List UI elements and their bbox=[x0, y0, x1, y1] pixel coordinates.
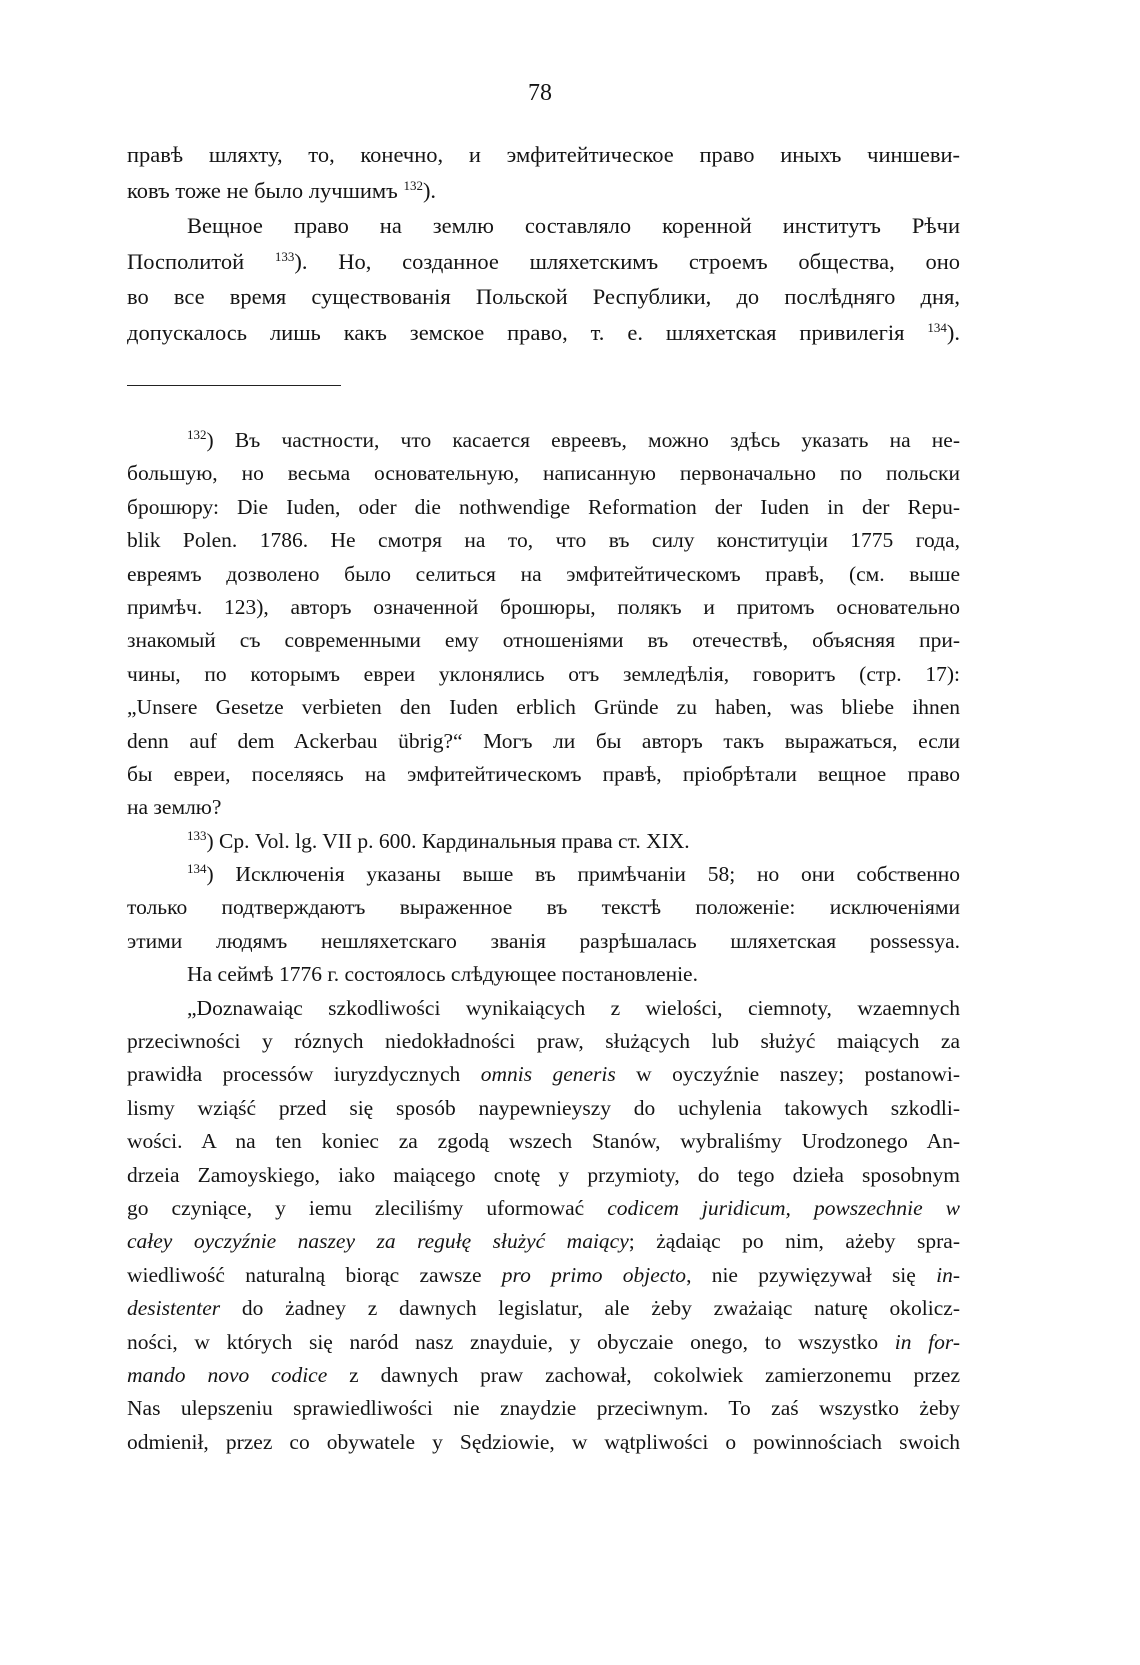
text-line bbox=[127, 524, 960, 557]
text-line bbox=[127, 1058, 960, 1091]
text-run: „Unsere Gesetze verbieten den Iuden erblich Gründe zu haben, was bliebe ihnen bbox=[127, 695, 960, 720]
text-run: lismy wziąść przed się sposób naypewnieyszy do uchylenia takowych szkodli- bbox=[127, 1095, 960, 1120]
text-line bbox=[127, 424, 960, 457]
text-line bbox=[127, 244, 960, 280]
text-run: go czyniące, y iemu zleciliśmy uformować bbox=[127, 1195, 608, 1220]
text-run: Nas ulepszeniu sprawiedliwości nie znaydzie przeciwnym. To zaś wszystko żeby bbox=[127, 1396, 960, 1421]
text-run: Вещное право на землю составляло коренной институтъ Рѣчи bbox=[187, 213, 960, 239]
text-line bbox=[127, 1259, 960, 1292]
text-run: ). bbox=[422, 177, 437, 203]
text-line bbox=[127, 1359, 960, 1392]
text-line bbox=[127, 457, 960, 490]
text-run: , nie pzywięzywał się bbox=[686, 1262, 937, 1287]
text-line bbox=[127, 925, 960, 958]
text-run: ) Ср. Vol. lg. VII p. 600. Кардинальныя права ст. XIX. bbox=[206, 828, 690, 853]
text-line bbox=[127, 279, 960, 315]
text-run: z dawnych praw zachował, cokolwiek zamierzonemu przez bbox=[327, 1362, 961, 1387]
text-line bbox=[127, 558, 960, 591]
text-run: Посполитой bbox=[127, 248, 275, 274]
italic-text: pro primo objecto bbox=[501, 1262, 687, 1287]
text-run: przeciwności y róznych niedokładności praw, służących lub służyć maiących za bbox=[127, 1029, 960, 1054]
italic-text: omnis generis bbox=[480, 1062, 616, 1087]
italic-text: mando novo codice bbox=[127, 1362, 328, 1387]
text-line bbox=[127, 1159, 960, 1192]
italic-text: całey oyczyźnie naszey za regułę służyć maiący bbox=[127, 1229, 629, 1254]
footnotes-and-continuation bbox=[127, 424, 960, 1459]
text-line bbox=[127, 958, 960, 991]
italic-text: in for- bbox=[894, 1329, 960, 1354]
text-line bbox=[127, 315, 960, 351]
italic-text: codicem juridicum, powszechnie w bbox=[607, 1195, 960, 1220]
text-run: правѣ шляхту, то, конечно, и эмфитейтическое право иныхъ чиншеви- bbox=[127, 142, 960, 167]
footnote-ref: 134 bbox=[187, 861, 207, 877]
text-run: ). bbox=[946, 319, 960, 345]
text-line bbox=[127, 1326, 960, 1359]
text-run: допускалось лишь какъ земское право, т. е. шляхетская привилегія bbox=[127, 319, 928, 345]
text-run: ności, w których się naród nasz znayduie, y obyczaie onego, to wszystko bbox=[127, 1329, 895, 1354]
italic-text: desistenter bbox=[127, 1296, 221, 1321]
text-run: w oyczyźnie naszey; postanowi- bbox=[615, 1062, 961, 1087]
text-line bbox=[127, 1292, 960, 1325]
text-line bbox=[127, 1392, 960, 1425]
text-run: во все время существованія Польской Республики, до послѣдняго дня, bbox=[127, 284, 960, 310]
text-line bbox=[127, 173, 960, 209]
text-run: большую, но весьма основательную, написанную первоначально по польски bbox=[127, 461, 960, 486]
page-number: 78 bbox=[528, 80, 552, 106]
footnote-ref: 134 bbox=[927, 319, 947, 335]
text-run: drzeia Zamoyskiego, iako maiącego cnotę y przymioty, do tego dzieła sposobnym bbox=[127, 1162, 960, 1187]
text-run: брошюру: Die Iuden, oder die nothwendige Reformation der Iuden in der Repu- bbox=[127, 494, 960, 519]
italic-text: in- bbox=[936, 1262, 960, 1287]
text-line bbox=[127, 858, 960, 891]
text-run: odmienił, przez co obywatele y Sędziowie, w wątpliwości o powinnościach swoich bbox=[127, 1429, 960, 1454]
text-line bbox=[127, 891, 960, 924]
text-line bbox=[127, 491, 960, 524]
text-run: бы евреи, поселяясь на эмфитейтическомъ правѣ, пріобрѣтали вещное право bbox=[127, 761, 960, 786]
text-line bbox=[127, 624, 960, 657]
text-run: wiedliwość naturalną biorąc zawsze bbox=[127, 1262, 502, 1287]
text-line bbox=[127, 825, 960, 858]
text-line bbox=[127, 1125, 960, 1158]
footnote-ref: 133 bbox=[187, 827, 207, 843]
text-run: ковъ тоже не было лучшимъ bbox=[127, 177, 404, 203]
text-run: do żadney z dawnych legislatur, ale żeby zważaiąc naturę okolicz- bbox=[220, 1296, 960, 1321]
text-run: знакомый съ современными ему отношеніями въ отечествѣ, объясняя при- bbox=[127, 628, 960, 653]
text-run: евреямъ дозволено было селиться на эмфитейтическомъ правѣ, (см. выше bbox=[127, 561, 960, 586]
footnote-divider bbox=[127, 385, 341, 386]
text-run: wości. A na ten koniec za zgodą wszech Stanów, wybraliśmy Urodzonego An- bbox=[127, 1129, 960, 1154]
text-line bbox=[127, 1192, 960, 1225]
text-run: этими людямъ нешляхетскаго званія разрѣшалась шляхетская possessya. bbox=[127, 928, 960, 953]
text-run: „Doznawaiąc szkodliwości wynikaiących z wielości, ciemnoty, wzaemnych bbox=[187, 995, 960, 1020]
text-line bbox=[127, 137, 960, 173]
footnote-ref: 132 bbox=[403, 177, 423, 193]
text-line bbox=[127, 208, 960, 244]
text-run: ) Въ частности, что касается евреевъ, можно здѣсь указать на не- bbox=[206, 428, 960, 452]
text-run: примѣч. 123), авторъ означенной брошюры, полякъ и притомъ основательно bbox=[127, 594, 960, 619]
text-run: ). Но, созданное шляхетскимъ строемъ общества, оно bbox=[294, 248, 960, 274]
text-line bbox=[127, 791, 960, 824]
footnote-ref: 133 bbox=[274, 248, 295, 264]
text-line bbox=[127, 591, 960, 624]
text-run: на землю? bbox=[127, 795, 222, 820]
text-run: На сеймѣ 1776 г. состоялось слѣдующее постановленіе. bbox=[187, 962, 698, 987]
text-line bbox=[127, 658, 960, 691]
text-run: blik Polen. 1786. Не смотря на то, что въ силу конституціи 1775 года, bbox=[127, 528, 960, 553]
text-run: prawidła processów iuryzdycznych bbox=[127, 1062, 481, 1087]
text-run: ; żądaiąc po nim, ażeby spra- bbox=[628, 1229, 960, 1254]
text-line bbox=[127, 725, 960, 758]
text-run: denn auf dem Ackerbau übrig?“ Могъ ли бы авторъ такъ выражаться, если bbox=[127, 728, 960, 753]
main-text bbox=[127, 137, 960, 351]
text-line bbox=[127, 1025, 960, 1058]
text-run: чины, по которымъ евреи уклонялись отъ земледѣлія, говоритъ (стр. 17): bbox=[127, 661, 960, 686]
text-line bbox=[127, 1426, 960, 1459]
text-line bbox=[127, 758, 960, 791]
footnote-ref: 132 bbox=[187, 427, 207, 442]
text-run: ) Исключенія указаны выше въ примѣчаніи 58; но они собственно bbox=[206, 862, 960, 887]
text-line bbox=[127, 992, 960, 1025]
text-line bbox=[127, 1092, 960, 1125]
text-line bbox=[127, 1225, 960, 1258]
text-line bbox=[127, 691, 960, 724]
text-run: только подтверждаютъ выраженное въ текстѣ положеніе: исключеніями bbox=[127, 895, 960, 920]
